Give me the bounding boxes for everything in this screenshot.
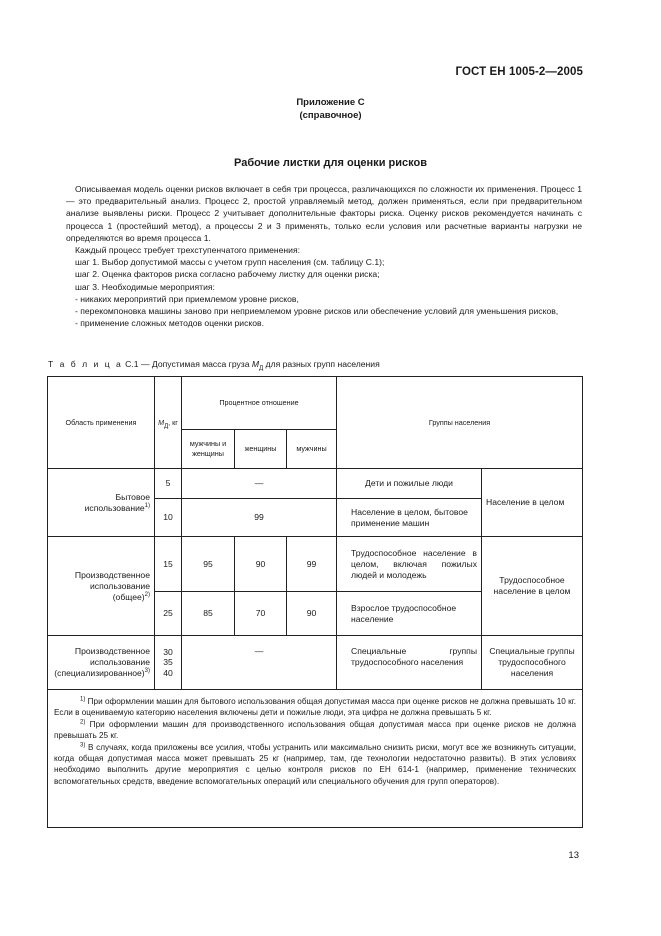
group-cell: Население в целом, бытовое применение машин [337, 499, 482, 537]
header-women: женщины [235, 430, 287, 469]
annex-subtitle: (справочное) [299, 110, 362, 121]
note-3: $^{3)}$ В случаях, когда приложены все усилия, чтобы устранить или максимально снизить риски, могут все же возникнуть ситуации, когда общая допустимая масса может превышать 25 кг (например, там, где технологии недостаточно развиты). В этих условиях необходимо выполнить другие мероприятия с целью контроля рисков по ЕН 614-1 (например, применение технических вспомогательных средств, введение вспомогательных операций или специального обучения для групп операторов). [54, 741, 576, 786]
area-professional: Производственное использование (общее)$^{2)}$ [48, 537, 155, 636]
header-both: мужчины и женщины [182, 430, 235, 469]
step-1: шаг 1. Выбор допустимой массы с учетом групп населения (см. таблицу С.1); [75, 257, 385, 268]
population-cell: Трудоспособное население в целом [482, 537, 583, 636]
percent-cell: 99 [182, 499, 337, 537]
annex-heading [0, 96, 661, 122]
permissible-mass-table [47, 376, 583, 828]
mass-cell: 5 [155, 469, 182, 499]
step-2: шаг 2. Оценка факторов риска согласно рабочему листку для оценки риска; [75, 269, 380, 280]
table-caption: Т а б л и ц а С.1 — Допустимая масса груза $М_Д$ для разных групп населения [48, 359, 380, 372]
step-3: шаг 3. Необходимые мероприятия: [75, 281, 215, 292]
group-cell: Дети и пожилые люди [337, 469, 482, 499]
table-notes [48, 690, 583, 828]
table-row [48, 469, 583, 499]
paragraph-steps-intro: Каждый процесс требует трехступенчатого применения: [75, 245, 301, 256]
percent-cell: 70 [235, 592, 287, 636]
bullet-2: - перекомпоновка машины заново при неприемлемом уровне рисков или обеспечение условий для уменьшения рисков, [75, 306, 559, 317]
standard-code: ГОСТ ЕН 1005-2—2005 [455, 66, 583, 78]
table-row [48, 636, 583, 690]
group-cell: Специальные группы трудоспособного населения [337, 636, 482, 690]
header-groups: Группы населения [337, 377, 583, 469]
body-text [66, 183, 582, 329]
mass-cell: 25 [155, 592, 182, 636]
percent-cell: — [182, 469, 337, 499]
note-2: $^{2)}$ При оформлении машин для производственного использования общая допустимая масса при оценке рисков не должна превышать 25 кг. [54, 719, 576, 741]
population-cell: Специальные группы трудоспособного населения [482, 636, 583, 690]
table-notes-row [48, 690, 583, 828]
paragraph-intro: Описываемая модель оценки рисков включает в себя три процесса, различающихся по сложности их применения. Процесс 1 — это предварительный анализ. Процесс 2, простой управляемый метод, должен применяться, если при предварительном анализе выявлены риски. Процесс 2 учитывает дополнительные факторы риска. Оценку рисков рекомендуется начинать с процесса 1 (простейший метод), а процессы 2 и 3 применять, только если условия или расчетные варианты нагрузки не определяются во время процесса 1. [66, 184, 582, 243]
header-men: мужчины [287, 430, 337, 469]
percent-cell: 90 [287, 592, 337, 636]
note-1: $^{1)}$ При оформлении машин для бытового использования общая допустимая масса при оценке рисков не должна превышать 10 кг. Если в оцениваемую категорию населения включены дети и пожилые люди, эта цифра не должна превышать 5 кг. [54, 696, 576, 718]
percent-cell: 85 [182, 592, 235, 636]
percent-cell: 95 [182, 537, 235, 592]
section-title: Рабочие листки для оценки рисков [234, 157, 427, 169]
mass-cell: 10 [155, 499, 182, 537]
area-specialised: Производственное использование (специализированное)$^{3)}$ [48, 636, 155, 690]
group-cell: Взрослое трудоспособное население [337, 592, 482, 636]
area-domestic: Бытовое использование$^{1)}$ [48, 469, 155, 537]
group-cell: Трудоспособное население в целом, включая пожилых людей и молодежь [337, 537, 482, 592]
population-cell: Население в целом [482, 469, 583, 537]
mass-cell: 15 [155, 537, 182, 592]
percent-cell: 99 [287, 537, 337, 592]
annex-title: Приложение С [296, 97, 365, 108]
mass-cell: 30 35 40 [155, 636, 182, 690]
header-area: Область применения [48, 377, 155, 469]
bullet-3: - применение сложных методов оценки рисков. [75, 318, 264, 329]
bullet-1: - никаких мероприятий при приемлемом уровне рисков, [75, 293, 299, 304]
percent-cell: — [182, 636, 337, 690]
percent-cell: 90 [235, 537, 287, 592]
header-percent: Процентное отношение [182, 377, 337, 430]
header-mass: $М_Д$, кг [155, 377, 182, 469]
page-number: 13 [568, 850, 579, 861]
table-row [48, 537, 583, 592]
